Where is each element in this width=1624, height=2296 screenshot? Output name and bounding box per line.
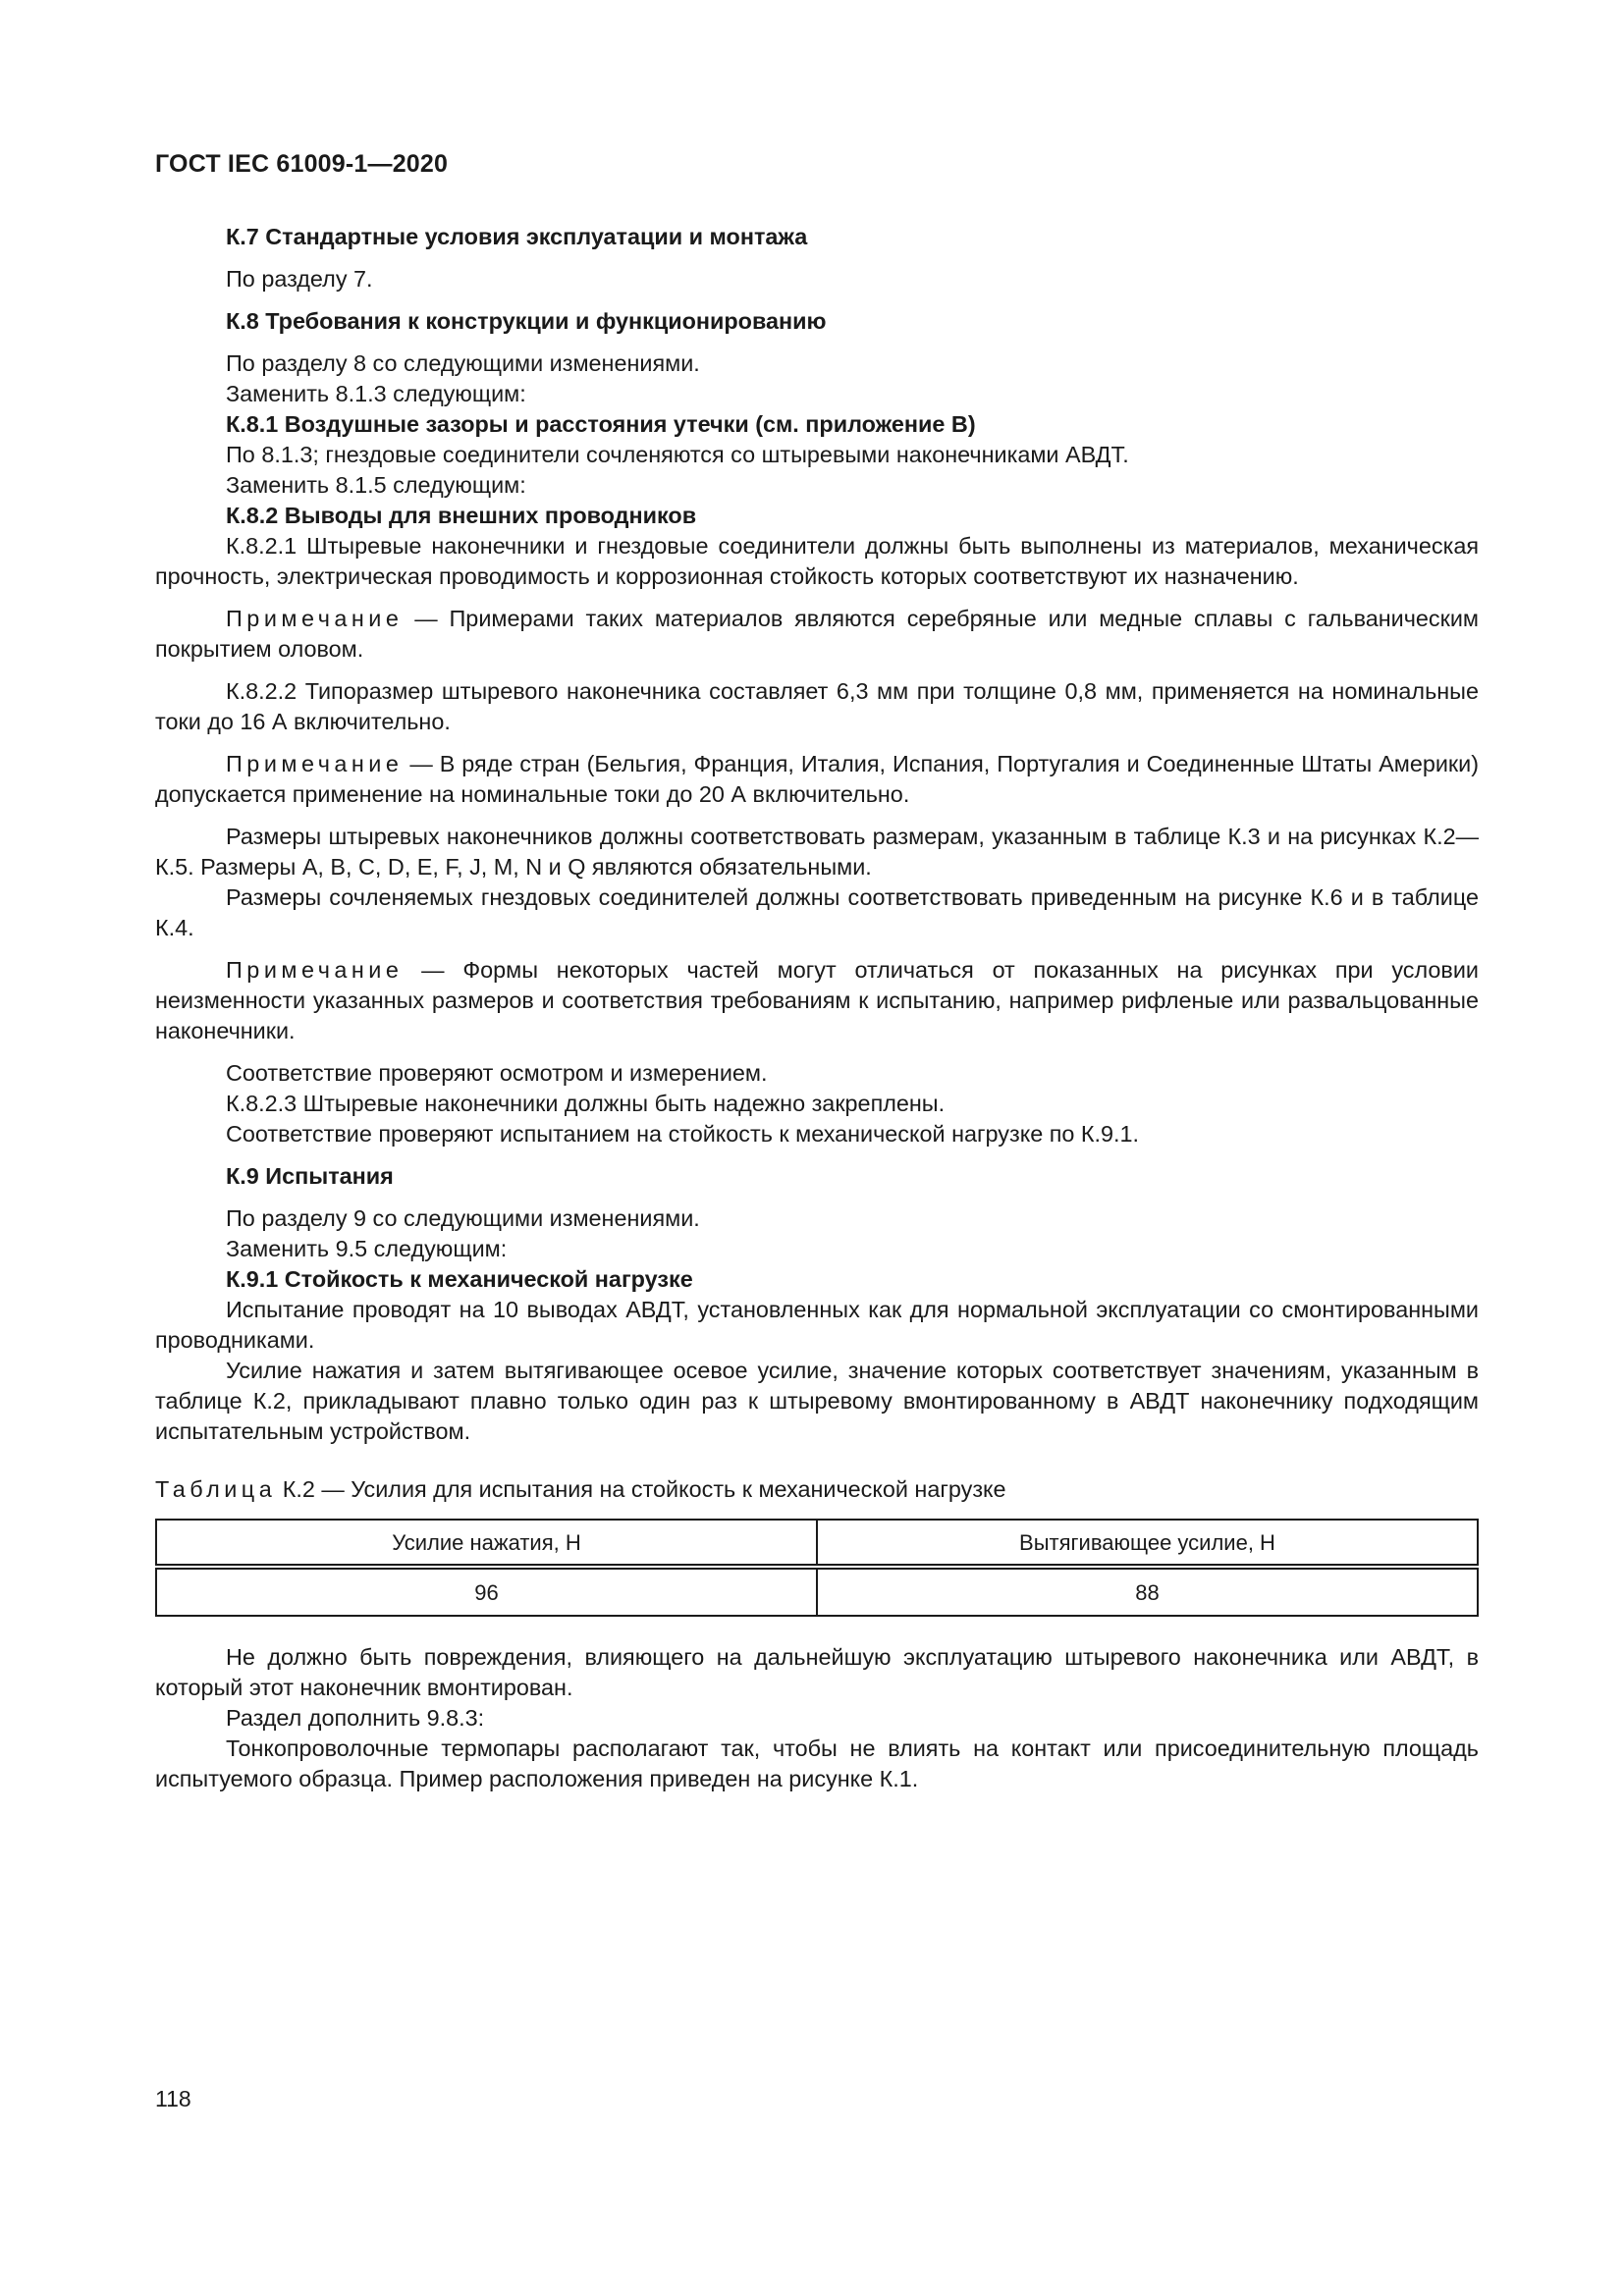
table-caption [155, 1474, 1479, 1505]
paragraph: Размеры штыревых наконечников должны соответствовать размерам, указанным в таблице К.3 и на рисунках К.2—К.5. Размеры А, В, С, D, Е, F, J, М, N и Q являются обязательными. [155, 824, 1479, 880]
paragraph: Заменить 8.1.5 следующим: [226, 472, 526, 498]
paragraph: Испытание проводят на 10 выводах АВДТ, установленных как для нормальной эксплуатации со смонтированными проводниками. [155, 1297, 1479, 1353]
paragraph: Соответствие проверяют осмотром и измерением. [226, 1060, 768, 1086]
table-cell: 96 [156, 1567, 817, 1616]
section-heading-k82: К.8.2 Выводы для внешних проводников [226, 503, 697, 528]
note-text: — Примерами таких материалов являются серебряные или медные сплавы с гальваническим покрытием оловом. [155, 606, 1479, 662]
document-header: ГОСТ IEC 61009-1—2020 [155, 150, 449, 178]
note-label: Примечание [226, 751, 404, 776]
paragraph: Заменить 8.1.3 следующим: [226, 381, 526, 406]
paragraph: Размеры сочленяемых гнездовых соединителей должны соответствовать приведенным на рисунке К.6 и в таблице К.4. [155, 884, 1479, 940]
paragraph: По разделу 7. [226, 266, 373, 292]
note-label: Примечание [226, 606, 404, 631]
section-heading-k8: К.8 Требования к конструкции и функционированию [226, 308, 827, 334]
paragraph: По разделу 8 со следующими изменениями. [226, 350, 700, 376]
paragraph: По 8.1.3; гнездовые соединители сочленяются со штыревыми наконечниками АВДТ. [226, 442, 1129, 467]
table-cell: 88 [817, 1567, 1478, 1616]
paragraph: К.8.2.2 Типоразмер штыревого наконечника составляет 6,3 мм при толщине 0,8 мм, применяется на номинальные токи до 16 А включительно. [155, 678, 1479, 734]
note-label: Примечание [226, 957, 404, 983]
paragraph: Заменить 9.5 следующим: [226, 1236, 508, 1261]
section-heading-k91: К.9.1 Стойкость к механической нагрузке [226, 1266, 693, 1292]
document-body [155, 222, 1479, 1794]
table-caption-label: Таблица [155, 1476, 277, 1502]
paragraph: Не должно быть повреждения, влияющего на дальнейшую эксплуатацию штыревого наконечника или АВДТ, в который этот наконечник вмонтирован. [155, 1644, 1479, 1700]
table-row [156, 1567, 1478, 1616]
table-caption-text: К.2 — Усилия для испытания на стойкость к механической нагрузке [276, 1476, 1006, 1502]
note [155, 955, 1479, 1046]
section-heading-k9: К.9 Испытания [226, 1163, 394, 1189]
paragraph: Соответствие проверяют испытанием на стойкость к механической нагрузке по К.9.1. [226, 1121, 1140, 1147]
paragraph: Раздел дополнить 9.8.3: [226, 1705, 485, 1731]
note-text: — В ряде стран (Бельгия, Франция, Италия, Испания, Португалия и Соединенные Штаты Америки) допускается применение на номинальные токи до 20 А включительно. [155, 751, 1479, 807]
note [155, 604, 1479, 665]
paragraph: По разделу 9 со следующими изменениями. [226, 1205, 700, 1231]
page-number: 118 [155, 2086, 191, 2111]
section-heading-k7: К.7 Стандартные условия эксплуатации и монтажа [226, 224, 808, 249]
force-table [155, 1519, 1479, 1617]
note-text: — Формы некоторых частей могут отличаться от показанных на рисунках при условии неизменности указанных размеров и соответствия требованиям к испытанию, например рифленые или развальцованные наконечники. [155, 957, 1479, 1043]
paragraph: К.8.2.1 Штыревые наконечники и гнездовые соединители должны быть выполнены из материалов, механическая прочность, электрическая проводимость и коррозионная стойкость которых соответствуют их назначению. [155, 533, 1479, 589]
table-header-cell: Усилие нажатия, Н [156, 1520, 817, 1567]
paragraph: Тонкопроволочные термопары располагают так, чтобы не влиять на контакт или присоединительную площадь испытуемого образца. Пример расположения приведен на рисунке К.1. [155, 1735, 1479, 1791]
table-header-row [156, 1520, 1478, 1567]
note [155, 749, 1479, 810]
table-header-cell: Вытягивающее усилие, Н [817, 1520, 1478, 1567]
paragraph: Усилие нажатия и затем вытягивающее осевое усилие, значение которых соответствует значениям, указанным в таблице К.2, прикладывают плавно только один раз к штыревому вмонтированному в АВДТ наконечнику подходящим испытательным устройством. [155, 1358, 1479, 1444]
section-heading-k81: К.8.1 Воздушные зазоры и расстояния утечки (см. приложение В) [226, 411, 976, 437]
paragraph: К.8.2.3 Штыревые наконечники должны быть надежно закреплены. [226, 1091, 946, 1116]
